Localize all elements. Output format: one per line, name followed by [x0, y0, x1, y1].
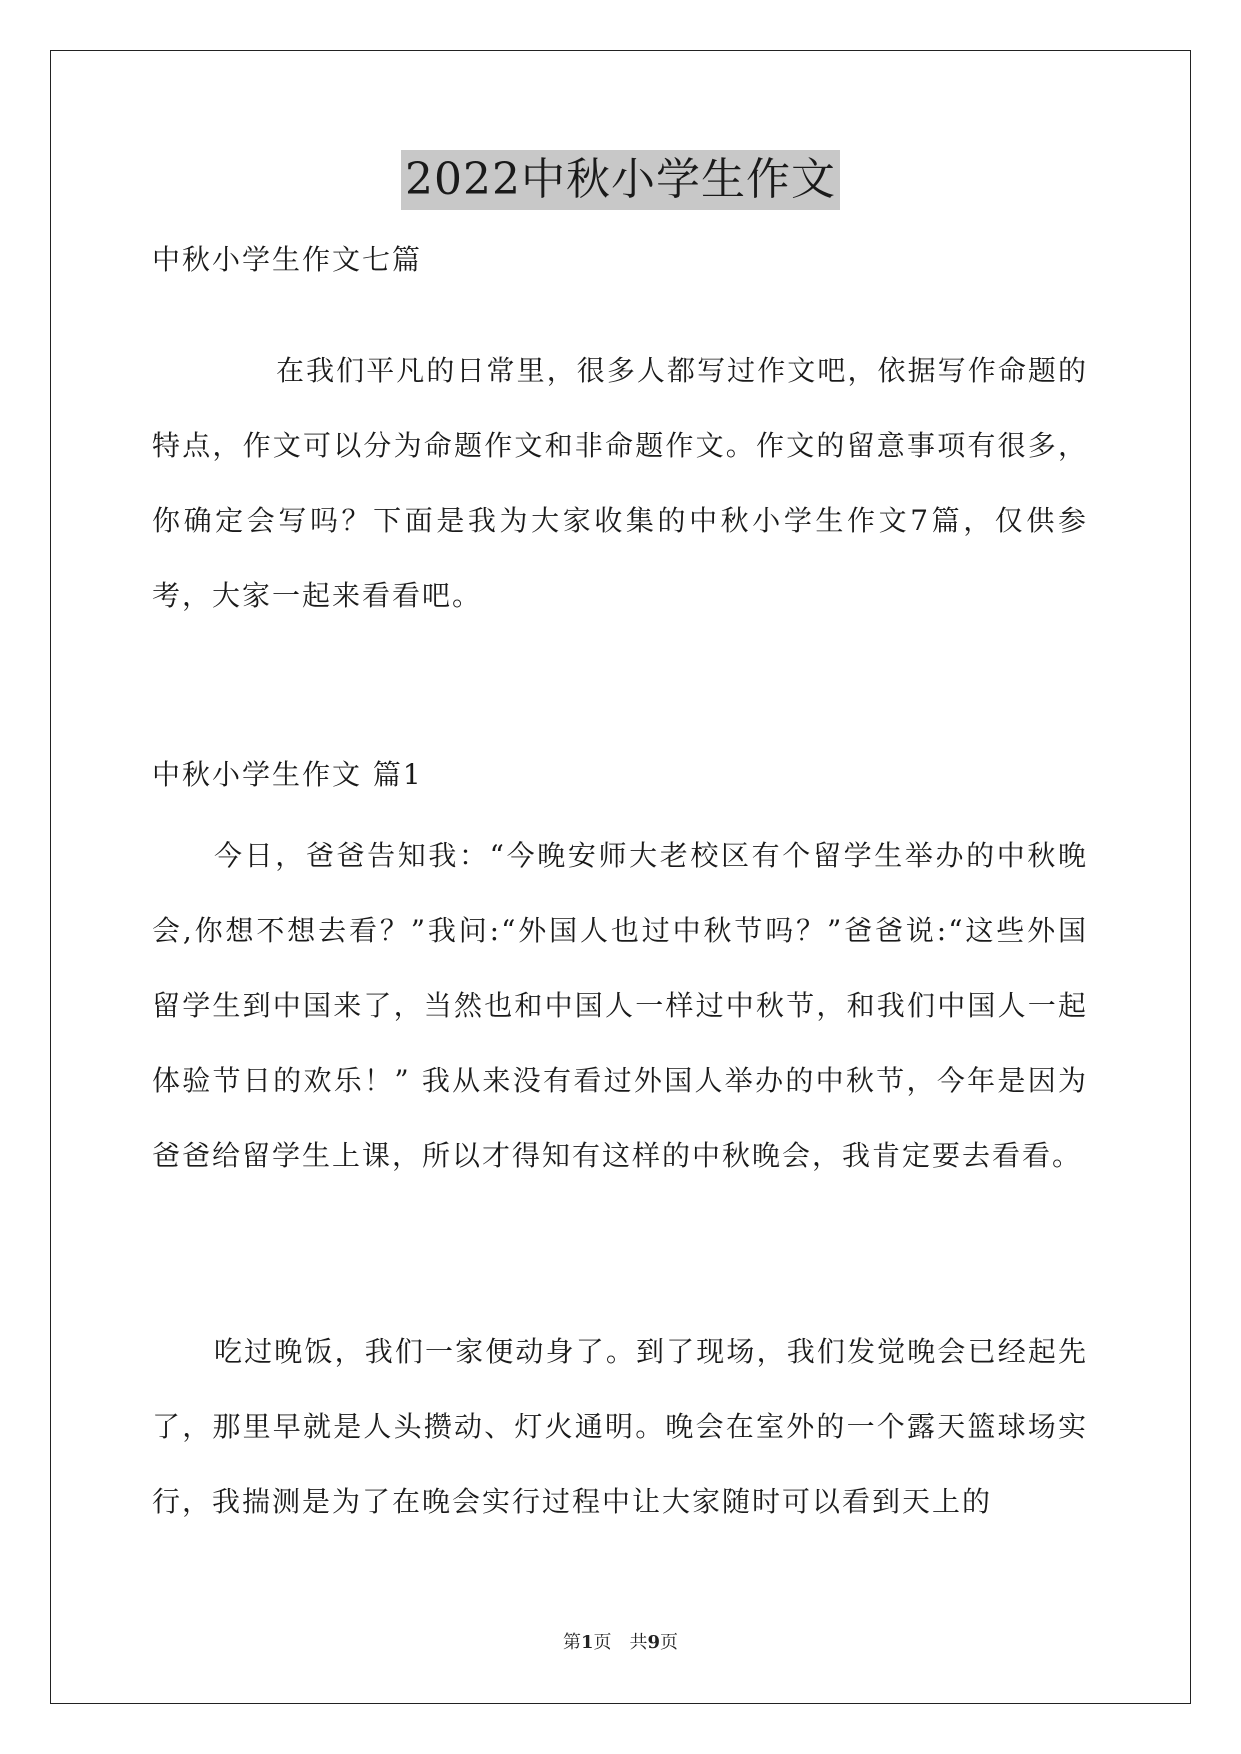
document-title: 2022中秋小学生作文 — [401, 150, 840, 210]
document-subtitle: 中秋小学生作文七篇 — [152, 243, 423, 276]
page-prefix: 第 — [562, 1632, 581, 1653]
body-paragraph: 吃过晚饭，我们一家便动身了。到了现场，我们发觉晚会已经起先了，那里早就是人头攒动、灯火通明。晚会在室外的一个露天篮球场实行，我揣测是为了在晚会实行过程中让大家随时可以看到天上的 — [152, 1335, 1088, 1518]
total-suffix: 页 — [660, 1632, 679, 1653]
title-container — [0, 150, 1241, 210]
section-title: 中秋小学生作文 篇1 — [152, 758, 423, 791]
intro-paragraph: 在我们平凡的日常里，很多人都写过作文吧，依据写作命题的特点，作文可以分为命题作文和非命题作文。作文的留意事项有很多，你确定会写吗？下面是我为大家收集的中秋小学生作文7篇，仅供参考，大家一起来看看吧。 — [152, 354, 1088, 612]
total-prefix: 共 — [629, 1632, 648, 1653]
page-number: 1 — [580, 1632, 594, 1653]
page-footer — [0, 1628, 1241, 1654]
page-suffix: 页 — [593, 1632, 612, 1653]
page-total: 9 — [647, 1632, 661, 1653]
body-paragraph: 今日，爸爸告知我：“今晚安师大老校区有个留学生举办的中秋晚会,你想不想去看？”我问:“外国人也过中秋节吗？”爸爸说:“这些外国留学生到中国来了，当然也和中国人一样过中秋节，和我们中国人一起体验节日的欢乐！” 我从来没有看过外国人举办的中秋节，今年是因为爸爸给留学生上课，所以才得知有这样的中秋晚会，我肯定要去看看。 — [152, 839, 1088, 1172]
